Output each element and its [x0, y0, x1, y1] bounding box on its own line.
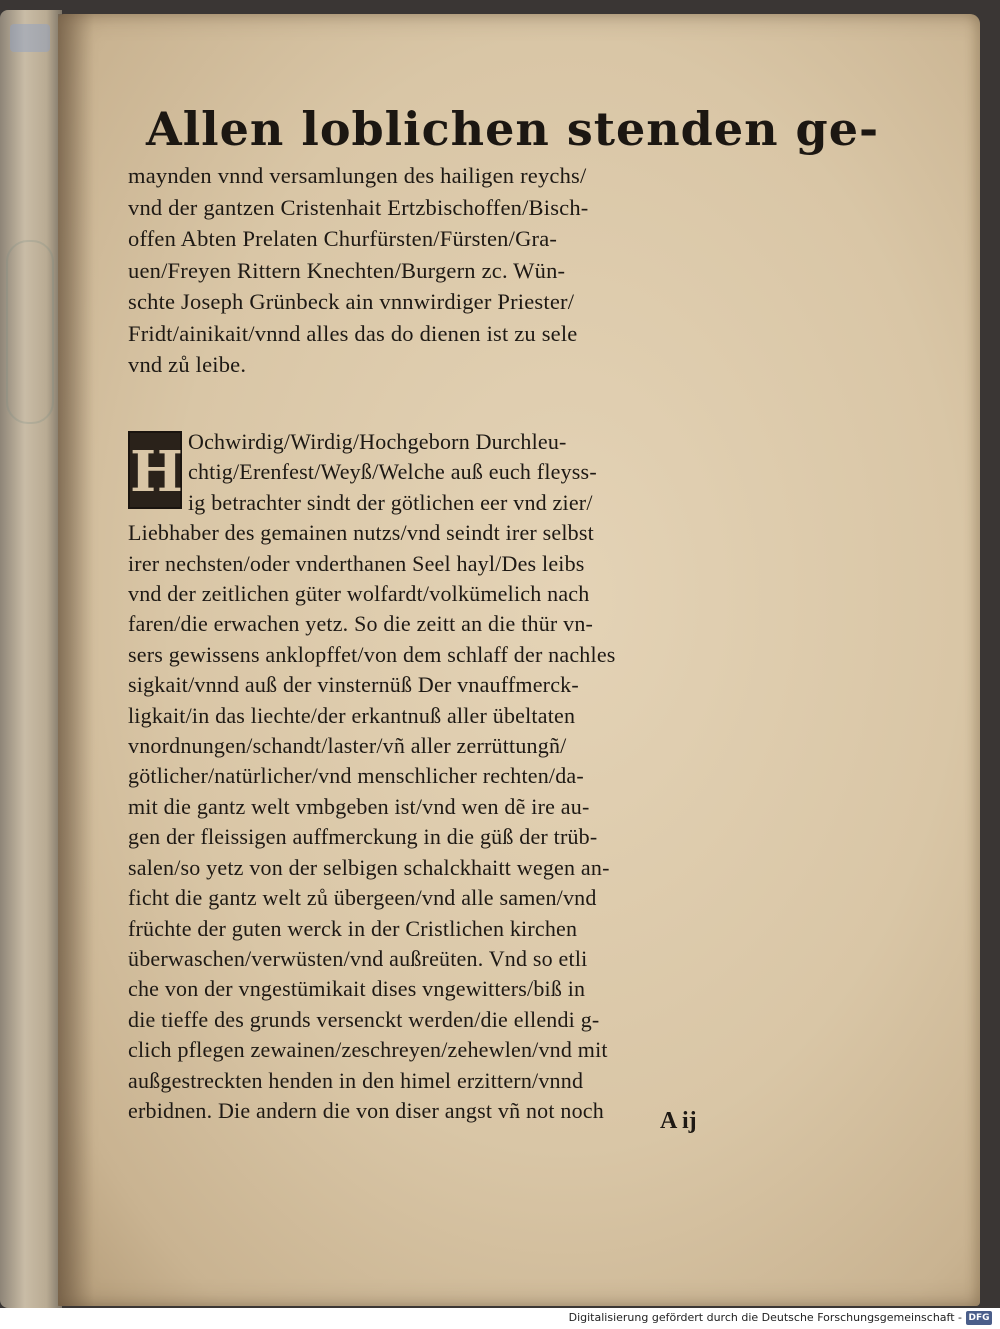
text-line: clich pflegen zewainen/zeschreyen/zehewlen/vnd mit	[128, 1037, 608, 1063]
text-line: offen Abten Prelaten Churfürsten/Fürsten/Gra-	[128, 226, 558, 251]
text-line: erbidnen. Die andern die von diser angst vñ not noch	[128, 1097, 604, 1123]
body-paragraph	[128, 427, 778, 1126]
previous-page-edge	[0, 10, 62, 1308]
text-line: ficht die gantz welt zů übergeen/vnd alle samen/vnd	[128, 885, 597, 911]
text-line: Liebhaber des gemainen nutzs/vnd seindt irer selbst	[128, 520, 594, 546]
text-line: Ochwirdig/Wirdig/Hochgeborn Durchleu-	[188, 429, 567, 454]
drop-cap-initial: H	[128, 431, 182, 509]
text-line: salen/so yetz von der selbigen schalckhaitt wegen an-	[128, 854, 610, 880]
text-line: die tieffe des grunds versenckt werden/die ellendi g-	[128, 1006, 600, 1032]
text-line: vnd zů leibe.	[128, 352, 247, 377]
text-line: uen/Freyen Rittern Knechten/Burgern zc. Wün-	[128, 257, 566, 283]
intro-paragraph	[128, 160, 778, 381]
page-heading: Allen loblichen stenden ge-	[146, 102, 880, 156]
text-line: überwaschen/verwüsten/vnd außreüten. Vnd so etli	[128, 945, 588, 971]
text-line: che von der vngestümikait dises vngewitters/biß in	[128, 976, 586, 1002]
footer-credit: Digitalisierung gefördert durch die Deutsche Forschungsgemeinschaft -	[568, 1311, 962, 1324]
text-line: Fridt/ainikait/vnnd alles das do dienen ist zu sele	[128, 320, 578, 346]
book-cover-edge	[10, 24, 50, 52]
footer-bar	[0, 1308, 1000, 1329]
text-line: ligkait/in das liechte/der erkantnuß aller übeltaten	[128, 702, 576, 728]
text-line: chtig/Erenfest/Weyß/Welche auß euch fleyss-	[188, 459, 597, 485]
text-line: maynden vnnd versamlungen des hailigen reychs/	[128, 163, 587, 188]
text-line: vnd der zeitlichen güter wolfardt/volkümelich nach	[128, 581, 590, 607]
text-line: vnordnungen/schandt/laster/vñ aller zerrüttungñ/	[128, 733, 567, 759]
dfg-logo: DFG	[966, 1311, 992, 1325]
text-line: götlicher/natürlicher/vnd menschlicher rechten/da-	[128, 763, 584, 789]
signature-mark: A ij	[660, 1108, 697, 1134]
text-line: gen der fleissigen auffmerckung in die güß der trüb-	[128, 824, 598, 850]
text-line: ig betrachter sindt der götlichen eer vnd zier/	[188, 489, 593, 515]
text-line: außgestreckten henden in den himel erzittern/vnnd	[128, 1067, 584, 1093]
text-line: früchte der guten werck in der Cristlichen kirchen	[128, 915, 578, 941]
text-line: sers gewissens anklopffet/von dem schlaff der nachles	[128, 641, 616, 667]
text-line: sigkait/vnnd auß der vinsternüß Der vnauffmerck-	[128, 672, 579, 698]
page-gutter-shadow	[58, 14, 94, 1306]
title-block	[128, 98, 880, 381]
seal-watermark	[6, 240, 54, 424]
text-line: vnd der gantzen Cristenhait Ertzbischoffen/Bisch-	[128, 194, 589, 220]
text-line: schte Joseph Grünbeck ain vnnwirdiger Priester/	[128, 289, 575, 314]
text-line: mit die gantz welt vmbgeben ist/vnd wen dẽ ire au-	[128, 793, 590, 819]
text-line: faren/die erwachen yetz. So die zeitt an die thür vn-	[128, 611, 594, 637]
text-line: irer nechsten/oder vnderthanen Seel hayl/Des leibs	[128, 550, 585, 576]
